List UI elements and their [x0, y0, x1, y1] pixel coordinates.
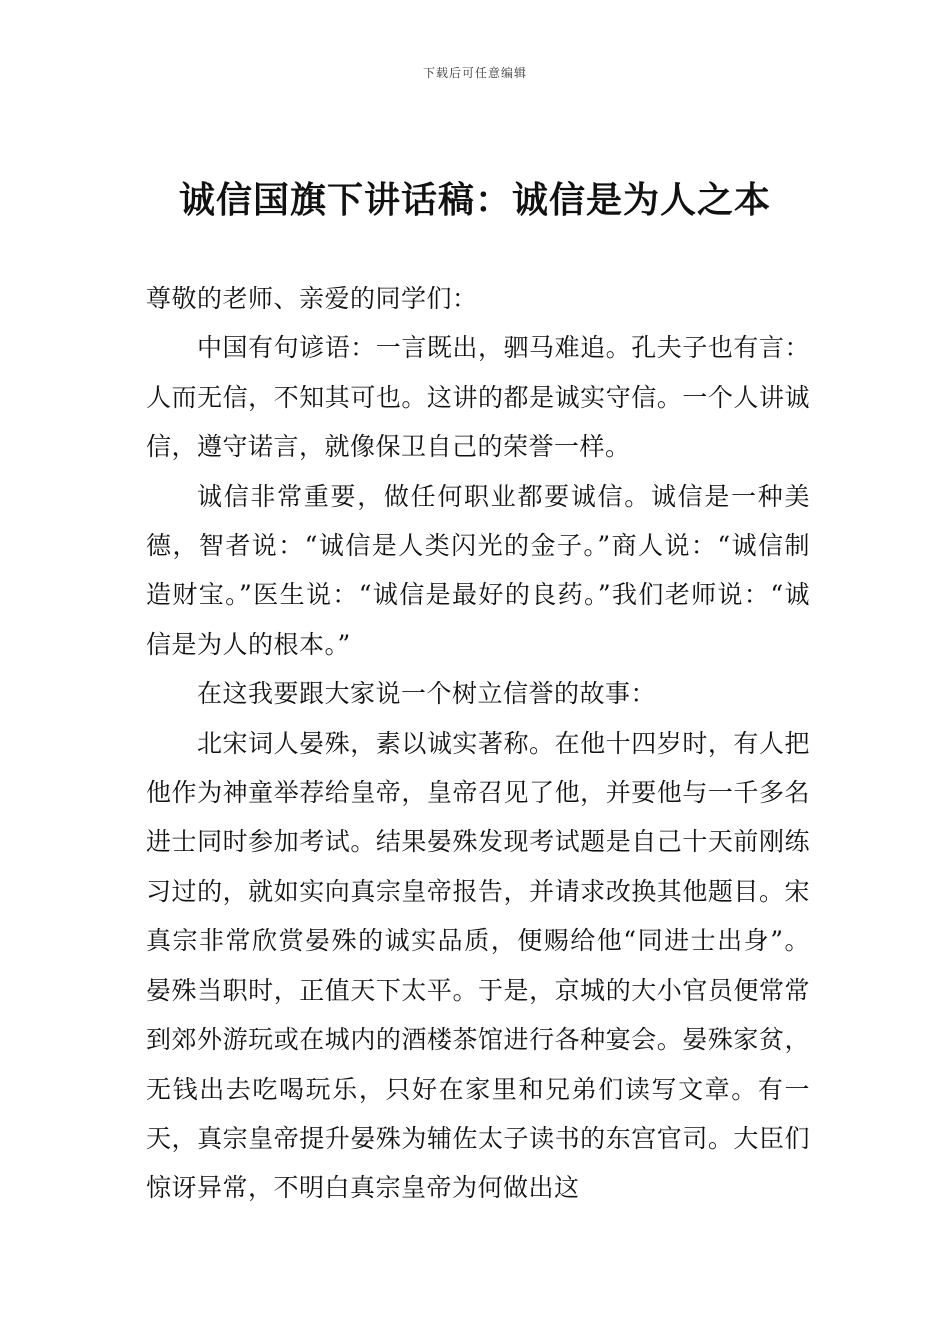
paragraph-1: 中国有句谚语：一言既出，驷马难追。孔夫子也有言：人而无信，不知其可也。这讲的都是诚实守信。一个人讲诚信，遵守诺言，就像保卫自己的荣誉一样。 [146, 333, 810, 462]
paragraph-3: 在这我要跟大家说一个树立信誉的故事： [197, 679, 657, 709]
paragraph-2: 诚信非常重要，做任何职业都要诚信。诚信是一种美德，智者说：“诚信是人类闪光的金子。”商人说：“诚信制造财宝。”医生说：“诚信是最好的良药。”我们老师说：“诚信是为人的根本。” [146, 481, 810, 659]
document-body [146, 274, 810, 1213]
salutation: 尊敬的老师、亲爱的同学们： [146, 284, 478, 313]
header-note: 下载后可任意编辑 [422, 66, 527, 80]
paragraph-4: 北宋词人晏殊，素以诚实著称。在他十四岁时，有人把他作为神童举荐给皇帝，皇帝召见了他，并要他与一千多名进士同时参加考试。结果晏殊发现考试题是自己十天前刚练习过的，就如实向真宗皇帝报告，并请求改换其他题目。宋真宗非常欣赏晏殊的诚实品质，便赐给他“同进士出身”。晏殊当职时，正值天下太平。于是，京城的大小官员便常常到郊外游玩或在城内的酒楼茶馆进行各种宴会。晏殊家贫，无钱出去吃喝玩乐，只好在家里和兄弟们读写文章。有一天，真宗皇帝提升晏殊为辅佐太子读书的东宫官司。大臣们惊讶异常，不明白真宗皇帝为何做出这 [146, 728, 810, 1203]
document-title: 诚信国旗下讲话稿：诚信是为人之本 [178, 179, 771, 221]
